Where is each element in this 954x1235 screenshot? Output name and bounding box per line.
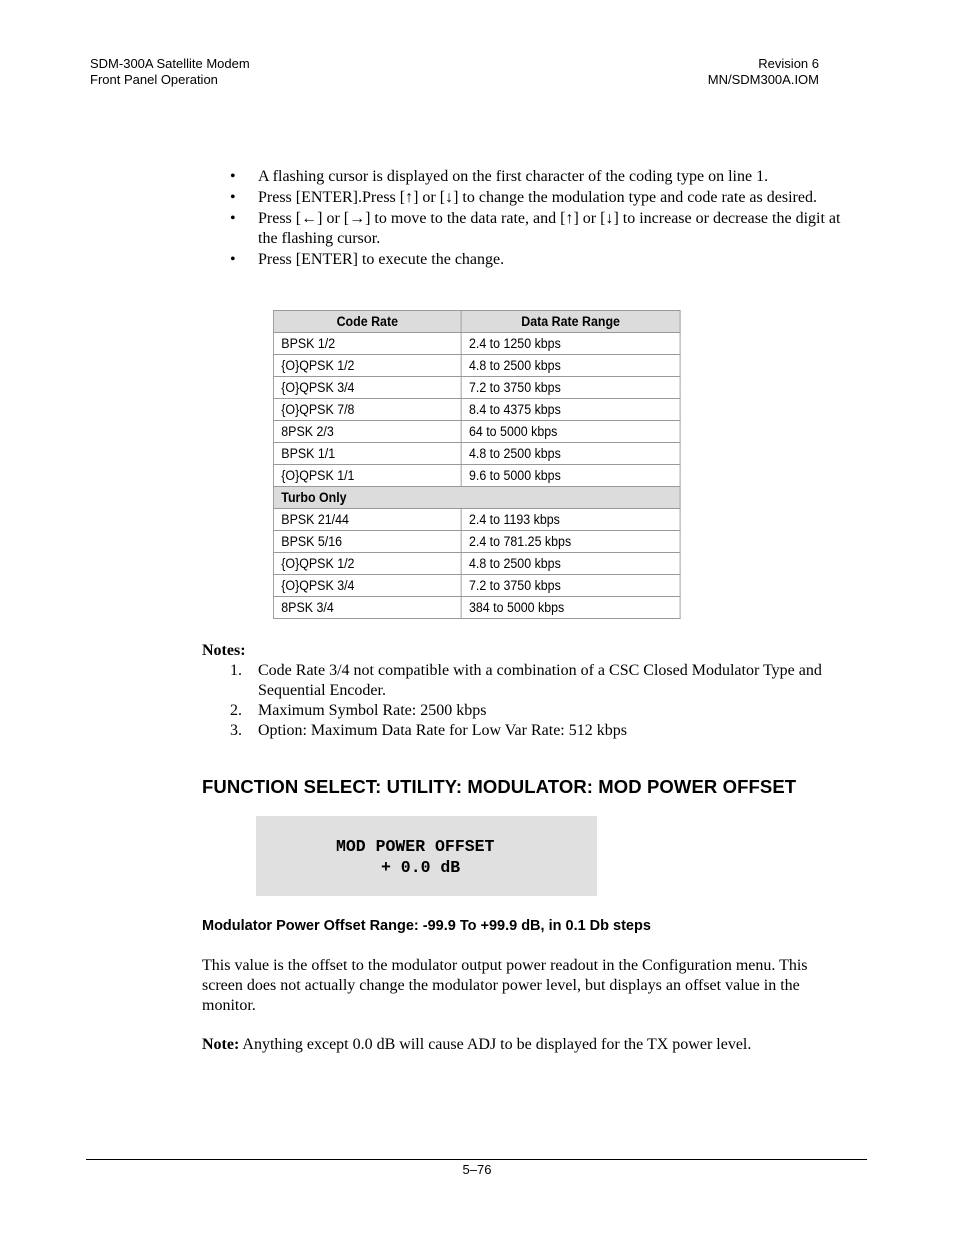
note-paragraph bbox=[202, 1035, 842, 1055]
bullet-icon: • bbox=[230, 251, 236, 268]
notes-list bbox=[230, 661, 870, 741]
table-row: BPSK 1/1 4.8 to 2500 kbps bbox=[273, 443, 680, 465]
table-row: BPSK 21/44 2.4 to 1193 kbps bbox=[273, 509, 680, 531]
lcd-line-2: + 0.0 dB bbox=[381, 858, 461, 877]
lcd-line-1: MOD POWER OFFSET bbox=[336, 837, 495, 856]
header-chapter-title: Front Panel Operation bbox=[90, 72, 218, 87]
table-row: {O}QPSK 7/8 8.4 to 4375 kbps bbox=[273, 399, 680, 421]
instruction-item: • Press [ENTER].Press [↑] or [↓] to change the modulation type and code rate as desired. bbox=[230, 189, 817, 206]
table-row: BPSK 5/16 2.4 to 781.25 kbps bbox=[273, 531, 680, 553]
lcd-display bbox=[256, 816, 597, 896]
page-header-left bbox=[90, 56, 250, 88]
instruction-item: • Press [ENTER] to execute the change. bbox=[230, 251, 505, 268]
table-row: {O}QPSK 1/2 4.8 to 2500 kbps bbox=[273, 553, 680, 575]
range-subheading: Modulator Power Offset Range: -99.9 To +99.9 dB, in 0.1 Db steps bbox=[202, 918, 651, 934]
table-row: BPSK 1/2 2.4 to 1250 kbps bbox=[273, 333, 680, 355]
description-paragraph: This value is the offset to the modulator output power readout in the Configuration menu. This screen does not actually change the modulator power level, but displays an offset value in the monitor. bbox=[202, 957, 808, 1014]
table-row: {O}QPSK 3/4 7.2 to 3750 kbps bbox=[273, 575, 680, 597]
instruction-list bbox=[230, 167, 860, 271]
column-header-code-rate: Code Rate bbox=[273, 311, 461, 333]
header-revision: Revision 6 bbox=[758, 56, 819, 71]
header-doc-number: MN/SDM300A.IOM bbox=[707, 72, 819, 87]
bullet-icon: • bbox=[230, 210, 236, 227]
page-header-right bbox=[708, 56, 819, 88]
code-rate-table bbox=[273, 310, 681, 619]
table-row: 8PSK 2/3 64 to 5000 kbps bbox=[273, 421, 680, 443]
table-row: {O}QPSK 1/1 9.6 to 5000 kbps bbox=[273, 465, 680, 487]
table-row: {O}QPSK 1/2 4.8 to 2500 kbps bbox=[273, 355, 680, 377]
header-doc-title: SDM-300A Satellite Modem bbox=[90, 56, 250, 71]
bullet-icon: • bbox=[230, 189, 236, 206]
page-number: 5–76 bbox=[462, 1162, 492, 1177]
table-section-row-turbo-only: Turbo Only bbox=[273, 487, 680, 509]
table-row: {O}QPSK 3/4 7.2 to 3750 kbps bbox=[273, 377, 680, 399]
note-label: Note: bbox=[202, 1036, 240, 1053]
footer-divider bbox=[86, 1159, 867, 1160]
note-item: 1. Code Rate 3/4 not compatible with a combination of a CSC Closed Modulator Type and Sequential Encoder. bbox=[230, 662, 822, 699]
column-header-data-rate-range: Data Rate Range bbox=[461, 311, 680, 333]
notes-title: Notes: bbox=[202, 642, 246, 659]
table-row: 8PSK 3/4 384 to 5000 kbps bbox=[273, 597, 680, 619]
instruction-item: • A flashing cursor is displayed on the first character of the coding type on line 1. bbox=[230, 168, 769, 185]
note-text: Anything except 0.0 dB will cause ADJ to be displayed for the TX power level. bbox=[239, 1036, 752, 1053]
bullet-icon: • bbox=[230, 168, 236, 185]
section-heading: FUNCTION SELECT: UTILITY: MODULATOR: MOD POWER OFFSET bbox=[202, 776, 797, 797]
note-item: 3. Option: Maximum Data Rate for Low Var Rate: 512 kbps bbox=[230, 722, 627, 739]
table-header-row bbox=[273, 311, 680, 333]
instruction-item: • Press [←] or [→] to move to the data rate, and [↑] or [↓] to increase or decrease the digit at the flashing cursor. bbox=[230, 210, 841, 247]
note-item: 2. Maximum Symbol Rate: 2500 kbps bbox=[230, 702, 487, 719]
